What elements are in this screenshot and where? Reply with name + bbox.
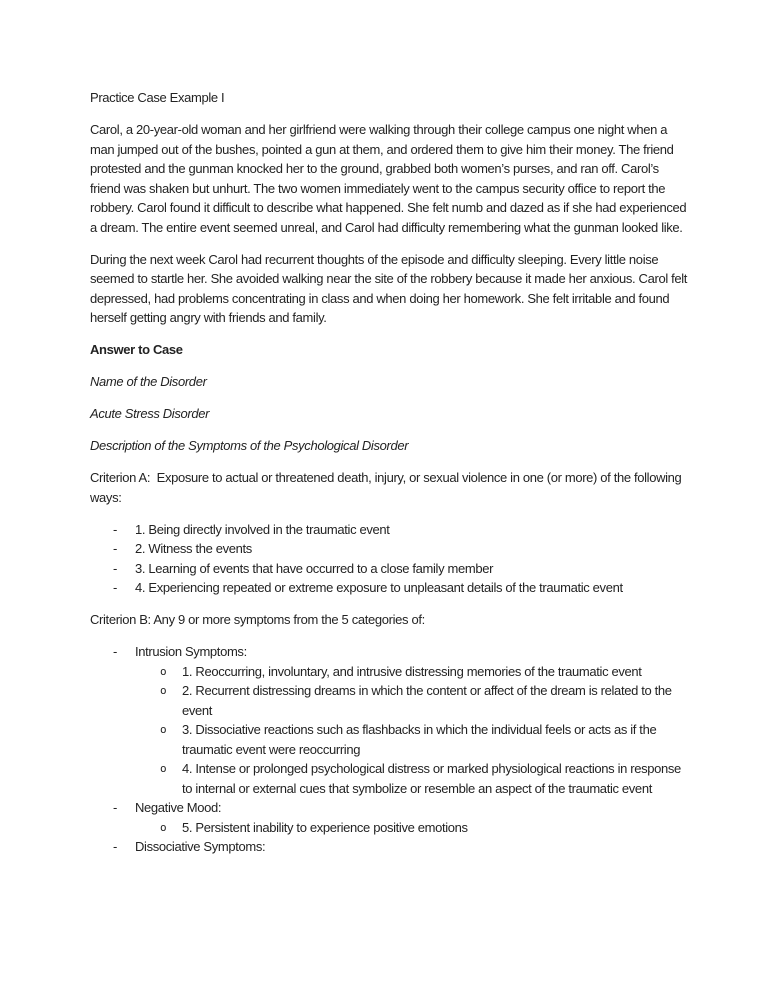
dash-bullet-icon: - (113, 839, 117, 854)
subheading-symptom-description: Description of the Symptoms of the Psychological Disorder (90, 438, 409, 453)
list-item-text: 4. Experiencing repeated or extreme exposure to unpleasant details of the traumatic event (135, 580, 623, 595)
list-item-category (90, 642, 692, 662)
list-item (90, 662, 692, 682)
subheading-disorder-name: Acute Stress Disorder (90, 406, 210, 421)
list-item (90, 818, 692, 838)
answer-heading: Answer to Case (90, 342, 183, 357)
list-item-text: 1. Reoccurring, involuntary, and intrusive distressing memories of the traumatic event (182, 663, 642, 679)
circle-bullet-icon: o (160, 820, 167, 834)
criterion-a-intro: Criterion A: Exposure to actual or threatened death, injury, or sexual violence in one (or more) of the following ways: (90, 470, 685, 505)
list-item-text: 1. Being directly involved in the traumatic event (135, 521, 390, 537)
list-item (90, 720, 692, 759)
case-paragraph-1: Carol, a 20-year-old woman and her girlfriend were walking through their college campus one night when a man jumped out of the bushes, pointed a gun at them, and ordered them to give him their money. The friend protested and the gunman knocked her to the ground, grabbed both women’s purses, and ran off. Carol’s friend was shaken but unhurt. The two women immediately went to the campus security office to report the robbery. Carol found it difficult to describe what happened. She felt numb and dazed as if she had experienced a dream. The entire event seemed unreal, and Carol had difficulty remembering what the gunman looked like. (90, 122, 687, 235)
list-item (90, 578, 692, 598)
dash-bullet-icon: - (113, 521, 117, 537)
dash-bullet-icon: - (113, 580, 117, 595)
list-item (90, 759, 692, 798)
list-item-text: 3. Dissociative reactions such as flashbacks in which the individual feels or acts as if the traumatic event were reoccurring (182, 722, 657, 757)
document-title: Practice Case Example I (90, 90, 225, 105)
list-item-text: 3. Learning of events that have occurred to a close family member (135, 560, 494, 576)
list-item (90, 539, 692, 559)
list-item-text: 2. Recurrent distressing dreams in which the content or affect of the dream is related to the event (182, 683, 672, 718)
category-label: Intrusion Symptoms: (135, 644, 247, 659)
dash-bullet-icon: - (113, 541, 117, 556)
subheading-name-of-the-disorder: Name of the Disorder (90, 374, 207, 389)
list-item (90, 681, 692, 720)
list-item-category (90, 798, 692, 818)
circle-bullet-icon: o (160, 664, 167, 678)
criterion-b-intro: Criterion B: Any 9 or more symptoms from the 5 categories of: (90, 612, 425, 627)
list-item-category (90, 837, 692, 857)
dash-bullet-icon: - (113, 800, 117, 815)
dash-bullet-icon: - (113, 560, 117, 576)
circle-bullet-icon: o (160, 684, 167, 697)
list-item (90, 520, 692, 540)
list-item (90, 559, 692, 579)
category-label: Dissociative Symptoms: (135, 839, 266, 854)
list-item-text: 5. Persistent inability to experience positive emotions (182, 819, 468, 835)
dash-bullet-icon: - (113, 644, 117, 659)
circle-bullet-icon: o (160, 723, 167, 736)
criterion-a-list (90, 520, 692, 598)
circle-bullet-icon: o (160, 762, 167, 775)
case-paragraph-2: During the next week Carol had recurrent thoughts of the episode and difficulty sleeping. Every little noise seemed to startle her. She avoided walking near the site of the robbery because it made her anxious. Carol felt depressed, had problems concentrating in class and when doing her homework. She felt irritable and found herself getting angry with friends and family. (90, 251, 688, 325)
category-label: Negative Mood: (135, 800, 222, 815)
list-item-text: 2. Witness the events (135, 541, 252, 556)
criterion-b-list (90, 642, 692, 857)
list-item-text: 4. Intense or prolonged psychological distress or marked physiological reactions in response to internal or external cues that symbolize or resemble an aspect of the traumatic event (182, 761, 681, 796)
